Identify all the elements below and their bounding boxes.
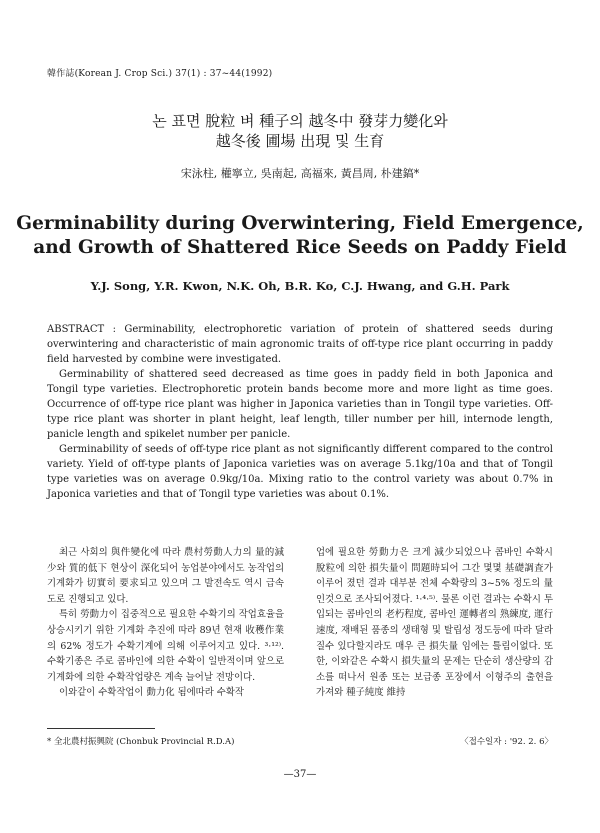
- footnote-affiliation: * 全北農村振興院 (Chonbuk Provincial R.D.A): [47, 737, 235, 747]
- page-number: —37—: [283, 769, 317, 780]
- footnote-divider: [47, 728, 155, 729]
- body-paragraph: 특히 勞動力이 집중적으로 필요한 수확기의 작업효율을 상승시키기 위한 기계화 추진에 따라 89년 현재 收穫作業의 62% 정도가 수확기계에 의해 이루어지고 있다. ³·¹²⁾. 수확기종은 주로 콤바인에 의한 수확이 일반적이며 앞으로 기계화에 의한 수확작업량은 계속 늘어날 전망이다.: [47, 609, 284, 683]
- body-column-right: [316, 545, 553, 701]
- abstract-label: ABSTRACT :: [47, 324, 116, 335]
- korean-title-line2: 越冬後 圃場 出現 및 生育: [215, 132, 385, 150]
- abstract-paragraph-2: Germinability of shattered seed decreased as time goes in paddy field in both Japonica and Tongil type varieties. Electrophoretic protein bands become more and more light as time goes. Occurrence of off-type rice plant was higher in Japonica varieties than in Tongil type varieties. Off-type rice plant was shorter in plant height, leaf length, tiller number per hill, internode length, panicle length and spikelet number per panicle.: [47, 369, 553, 440]
- body-paragraph: 이와같이 수확작업이 動力化 됨에따라 수확작: [59, 687, 244, 699]
- abstract: [47, 322, 553, 502]
- korean-title-line1: 논 표면 脫粒 벼 種子의 越冬中 發芽力變化와: [152, 112, 448, 130]
- korean-authors: 宋泳柱, 權寧立, 吳南起, 高福來, 黃昌周, 朴建鎬*: [180, 167, 420, 180]
- body-paragraph: 최근 사회의 與件變化에 따라 農村勞動人力의 量的減少와 質的低下 현상이 深化되어 농업분야에서도 농작업의 기계화가 切實히 要求되고 있으며 그 발전속도 역시 급속도로 진행되고 있다.: [47, 547, 284, 605]
- received-date: 〈접수일자 : '92. 2. 6〉: [460, 737, 553, 747]
- body-paragraph: 업에 필요한 勞動力은 크게 減少되었으나 콤바인 수확시 脫粒에 의한 損失量이 問題時되어 그간 몇몇 基礎調査가 이루어 졌던 결과 대부분 전체 수확량의 3~5% 정도의 量 인것으로 조사되어졌다. ¹·⁴·⁵⁾. 물론 이런 결과는 수확시 투입되는 콤바인의 老朽程度, 콤바인 運轉者의 熟練度, 運行速度, 재배된 품종의 생태형 및 탈립성 정도등에 따라 달라질수 있다할지라도 매우 큰 損失量 임에는 틀림이없다. 또한, 이와같은 수확시 損失量의 문제는 단순히 생산량의 감소를 떠나서 원종 또는 보급종 포장에서 이형주의 출현을 가져와 種子純度 維持: [316, 547, 553, 699]
- abstract-paragraph-1: [47, 322, 553, 367]
- english-title-line1: Germinability during Overwintering, Field Emergence,: [16, 213, 584, 234]
- english-authors: Y.J. Song, Y.R. Kwon, N.K. Oh, B.R. Ko, C.J. Hwang, and G.H. Park: [90, 279, 510, 293]
- english-title-line2: and Growth of Shattered Rice Seeds on Paddy Field: [33, 237, 567, 258]
- journal-reference: 韓作誌(Korean J. Crop Sci.) 37(1) : 37~44(1992): [47, 69, 273, 79]
- abstract-text-1: Germinability, electrophoretic variation of protein of shattered seeds during overwintering and characteristic of main agronomic traits of off-type rice plant occurring in paddy field harvested by combine were investigated.: [47, 324, 553, 365]
- body-column-left: [47, 545, 284, 701]
- abstract-paragraph-3: Germinability of seeds of off-type rice plant as not significantly different compared to the control variety. Yield of off-type plants of Japonica varieties was on average 5.1kg/10a and that of Tongil type varieties was on average 0.9kg/10a. Mixing ratio to the control variety was about 0.7% in Japonica varieties and that of Tongil type varieties was about 0.1%.: [47, 444, 553, 500]
